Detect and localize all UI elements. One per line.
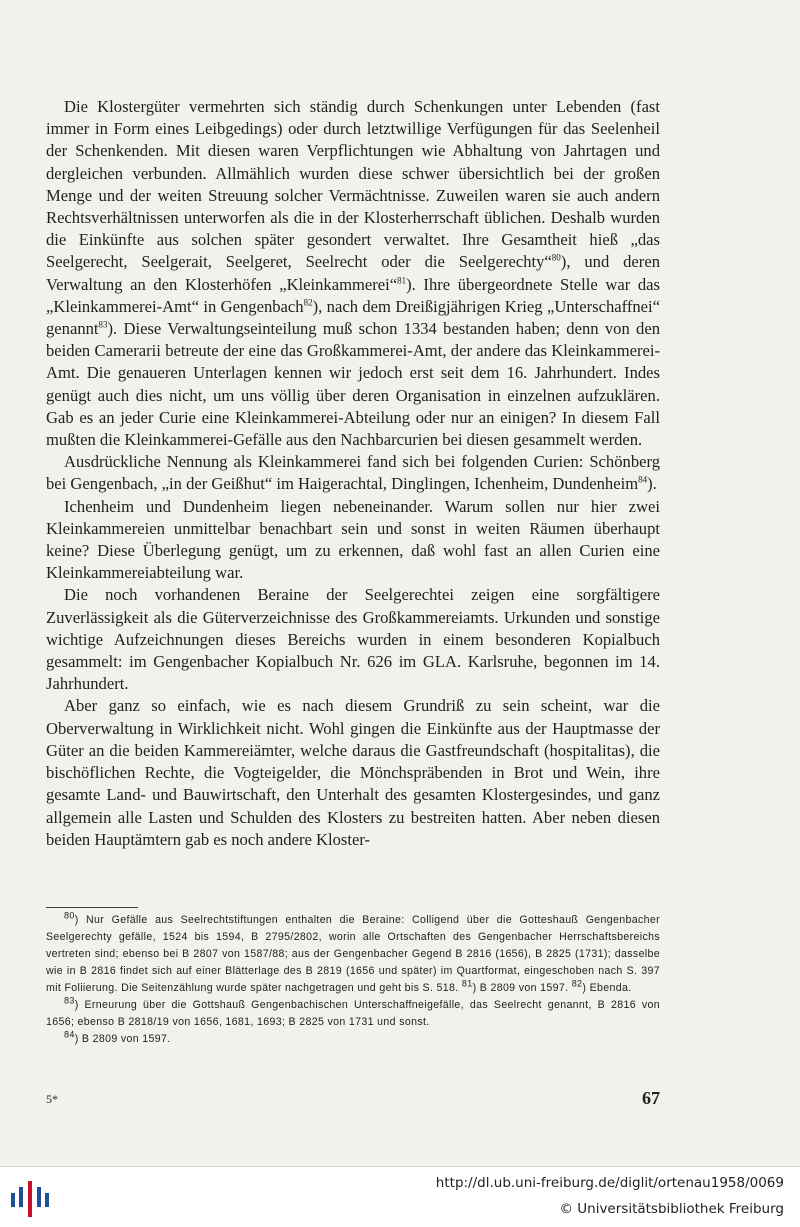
text-run: ) Erneurung über die Gottshauß Gengenbachischen Unterschaffneigefälle, das Seelrecht genannt, B 2816 von 1656; ebenso B 2818/19 von 1656, 1681, 1693; B 2825 von 1731 und sonst. — [46, 999, 660, 1028]
footnote — [46, 997, 660, 1031]
footnote-ref: 80 — [551, 252, 561, 263]
footnote-ref: 82 — [571, 978, 583, 989]
footnote-ref: 81 — [397, 275, 407, 286]
text-run: Die noch vorhandenen Beraine der Seelgerechtei zeigen eine sorgfältigere Zuverlässigkeit als die Güterverzeichnisse des Großkammereiamts. Urkunden und sonstige wichtige Aufzeichnungen dieses Bereichs wurden in einem besonderen Kopialbuch gesammelt: im Gengenbacher Kopialbuch Nr. 626 im GLA. Karlsruhe, begonnen im 14. Jahrhundert. — [46, 585, 660, 694]
signature-mark: 5* — [46, 1092, 58, 1106]
footnote-ref: 84 — [638, 474, 648, 485]
text-run: ). Diese Verwaltungseinteilung muß schon 1334 bestanden haben; denn von den beiden Camerarii betreute der eine das Großkammerei-Amt, der andere das Kleinkammerei-Amt. Die genaueren Unterlagen kennen wir jedoch erst seit dem 16. Jahrhundert. Indes genügt auch dies nicht, um uns völlig über deren Organisation in einzelnen aufzuklären. Gab es an jeder Curie eine Kleinkammerei-Abteilung oder nur an einigen? In diesem Fall mußten die Kleinkammerei-Gefälle aus den Nachbarcurien bei diesen gesammelt werden. — [46, 319, 660, 450]
footnote-ref: 84 — [64, 1029, 75, 1040]
page-number: 67 — [642, 1088, 660, 1108]
footnotes — [46, 912, 660, 1048]
text-run: Ausdrückliche Nennung als Kleinkammerei fand sich bei folgenden Curien: Schönberg bei Gengenbach, „in der Geißhut“ im Haigerachtal, Dinglingen, Ichenheim, Dundenheim — [46, 452, 660, 494]
text-run: ) B 2809 von 1597. — [74, 1033, 171, 1045]
text-run: ). — [647, 474, 657, 494]
footnote-ref: 83 — [98, 319, 108, 330]
body-paragraph — [46, 96, 660, 451]
footnote-ref: 82 — [303, 297, 313, 308]
footer-bar — [0, 1166, 800, 1227]
body-paragraph — [46, 695, 660, 850]
body-paragraph — [46, 584, 660, 695]
footer-copyright: © Universitätsbibliothek Freiburg — [559, 1201, 784, 1217]
footnote-divider — [46, 907, 138, 908]
body-paragraph — [46, 496, 660, 585]
ub-freiburg-logo-icon — [10, 1179, 50, 1219]
footnote-ref: 83 — [64, 995, 75, 1006]
text-run: ), nach dem Dreißigjährigen Krieg „Unterschaffnei“ genannt — [46, 296, 660, 339]
footnote-ref: 81 — [461, 978, 473, 989]
footnote — [46, 912, 660, 997]
footer-permalink[interactable]: http://dl.ub.uni-freiburg.de/diglit/ortenau1958/0069 — [435, 1175, 784, 1191]
text-run: Die Klostergüter vermehrten sich ständig durch Schenkungen unter Lebenden (fast immer in Form eines Leibgedings) oder durch letztwillige Verfügungen für das Seelenheil der Schenkenden. Mit diesen waren Verpflichtungen wie Abhaltung von Jahrtagen und dergleichen verbunden. Allmählich wurden diese schwer übersichtlich bei der großen Menge und der weiten Streuung solcher Vermächtnisse. Zuweilen waren sie auch andern Rechtsverhältnissen unterworfen als die in der Klosterherrschaft üblichen. Deshalb wurden die Einkünfte aus solchen später gesondert verwaltet. Ihre Gesamtheit hieß „das Seelgerecht, Seelgerait, Seelgeret, Seelrecht oder die Seelgerechty“ — [46, 97, 660, 272]
text-run: ) B 2809 von 1597. — [472, 982, 572, 994]
text-run: ), und deren Verwaltung an den Klosterhöfen „Kleinkammerei“ — [46, 252, 660, 294]
text-run: ) Ebenda. — [582, 982, 632, 994]
text-run: ) Nur Gefälle aus Seelrechtstiftungen enthalten die Beraine: Colligend über die Gotteshauß Gengenbacher Seelgerechty gefälle, 1524 bis 1594, B 2795/2802, worin alle Ortschaften des Gengenbacher Herrschaftsbereichs vertreten sind; ebenso bei B 2807 von 1587/88; aus der Gengenbacher Gegend B 2816 (1656), B 2825 (1731); dasselbe wie in B 2816 findet sich auf einer Blätterlage des B 2819 (1656 und später) im Quartformat, eingeschoben nach S. 397 mit Foliierung. Die Seitenzählung wurde später nachgetragen und geht bis S. 518. — [46, 914, 660, 994]
text-run: ). Ihre übergeordnete Stelle war das „Kleinkammerei-Amt“ in Gengenbach — [46, 274, 660, 316]
footnote — [46, 1031, 660, 1048]
text-run: Ichenheim und Dundenheim liegen nebeneinander. Warum sollen nur hier zwei Kleinkammereien unmittelbar benachbart sein und sonst in weiten Räumen überhaupt keine? Diese Überlegung genügt, um zu erkennen, daß wohl fast an allen Curien eine Kleinkammereiabteilung war. — [46, 496, 660, 583]
body-text — [46, 96, 660, 851]
text-run: Aber ganz so einfach, wie es nach diesem Grundriß zu sein scheint, war die Oberverwaltung in Wirklichkeit nicht. Wohl gingen die Einkünfte aus der Hauptmasse der Güter an die beiden Kammereiämter, welche daraus die Gastfreundschaft (hospitalitas), die bischöflichen Rechte, die Vogteigelder, die Mönchspräbenden in Brot und Wein, ihre gesamte Land- und Bauwirtschaft, den Unterhalt des gesamten Klostergesindes, und ganz allgemein alle Lasten und Schulden des Klosters zu bestreiten hatten. Aber neben diesen beiden Hauptämtern gab es noch andere Kloster- — [46, 696, 660, 849]
body-paragraph — [46, 451, 660, 495]
footnote-ref: 80 — [64, 910, 75, 921]
